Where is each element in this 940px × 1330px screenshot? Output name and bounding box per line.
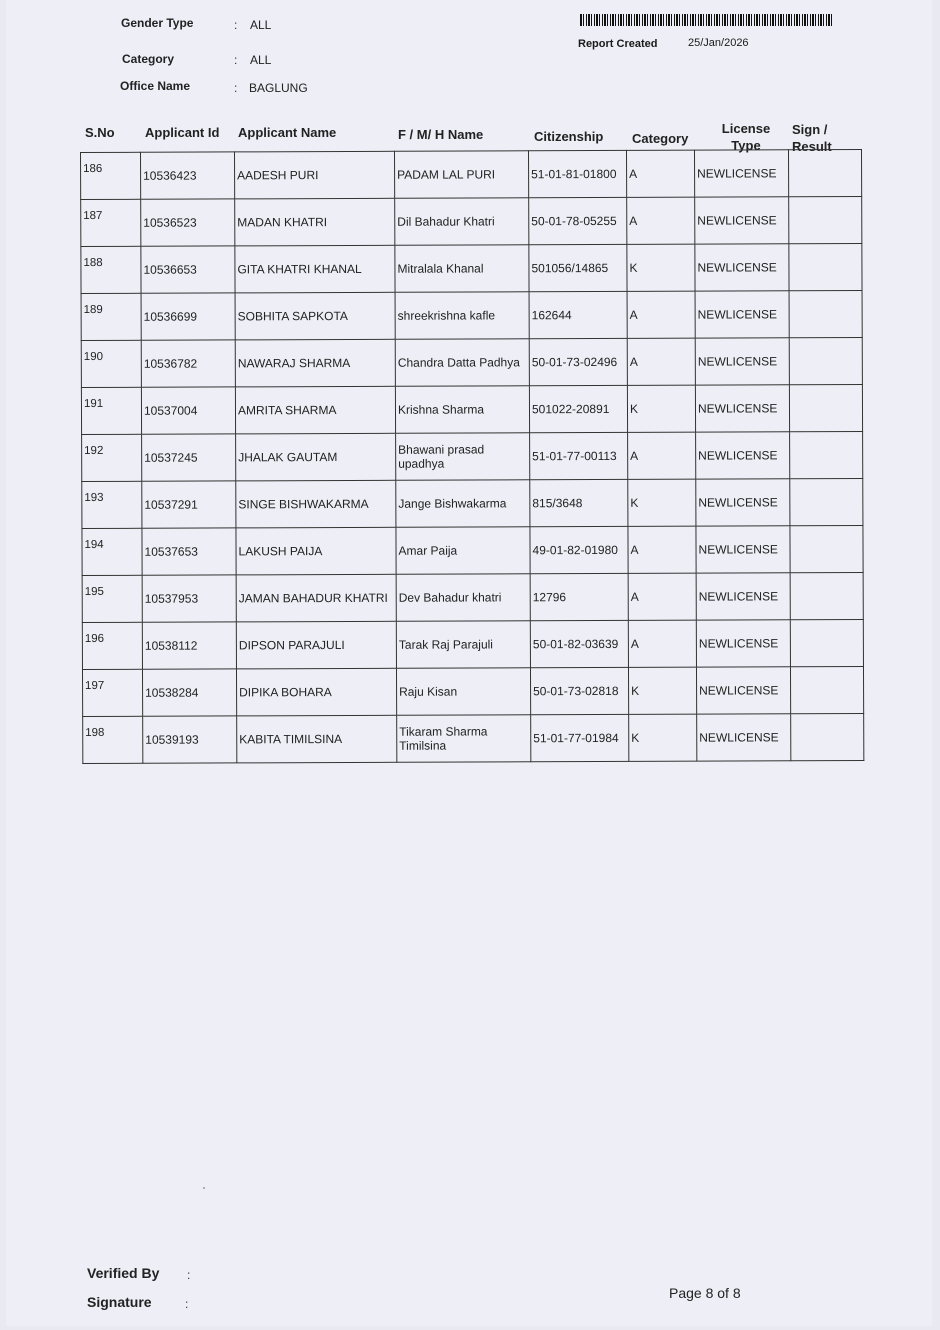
cell-citizenship: 815/3648 [530, 479, 628, 526]
cell-citizenship: 12796 [530, 573, 628, 620]
cell-citizenship: 50-01-73-02496 [529, 338, 627, 385]
table-row [81, 290, 862, 340]
cell-citizenship: 50-01-73-02818 [530, 667, 628, 714]
table-row [82, 431, 863, 481]
cell-citizenship: 162644 [529, 291, 627, 338]
cell-license-type: NEWLICENSE [696, 667, 790, 714]
cell-fmh-name: Raju Kisan [396, 668, 530, 716]
cell-fmh-name: Tikaram Sharma Timilsina [397, 715, 531, 763]
cell-sign-result [789, 337, 862, 384]
cell-sign-result [790, 431, 863, 478]
cell-license-type: NEWLICENSE [695, 244, 789, 291]
table-row [82, 666, 863, 716]
cell-applicant-name: JAMAN BAHADUR KHATRI [236, 574, 396, 622]
cell-fmh-name: Chandra Datta Padhya [395, 339, 529, 387]
cell-applicant-name: NAWARAJ SHARMA [235, 339, 395, 387]
header-sign-line1: Sign / [792, 122, 828, 137]
cell-sign-result [789, 196, 862, 243]
cell-category: K [628, 667, 696, 714]
scan-speck [203, 1187, 205, 1189]
header-sign-line2: Result [792, 139, 832, 154]
cell-applicant-id: 10537291 [142, 481, 236, 528]
cell-sno: 196 [82, 622, 142, 669]
office-name-label: Office Name [120, 79, 191, 93]
cell-category: K [627, 244, 695, 291]
cell-fmh-name: Jange Bishwakarma [396, 480, 530, 528]
cell-license-type: NEWLICENSE [694, 150, 788, 197]
cell-license-type: NEWLICENSE [695, 291, 789, 338]
table-row [81, 149, 862, 199]
cell-sign-result [790, 572, 863, 619]
cell-fmh-name: shreekrishna kafle [395, 292, 529, 340]
cell-category: A [627, 197, 695, 244]
cell-applicant-name: AADESH PURI [235, 151, 395, 199]
signature-colon: : [185, 1297, 189, 1311]
cell-fmh-name: Krishna Sharma [395, 386, 529, 434]
cell-fmh-name: Dev Bahadur khatri [396, 574, 530, 622]
cell-applicant-id: 10536782 [141, 340, 235, 387]
table-row [81, 384, 862, 434]
cell-applicant-name: GITA KHATRI KHANAL [235, 245, 395, 293]
cell-license-type: NEWLICENSE [695, 385, 789, 432]
report-created-date: 25/Jan/2026 [688, 37, 749, 49]
header-license-line2: Type [731, 138, 761, 153]
cell-applicant-name: SOBHITA SAPKOTA [235, 292, 395, 340]
cell-category: A [627, 338, 695, 385]
cell-applicant-id: 10538112 [142, 622, 236, 669]
cell-category: A [626, 150, 694, 197]
table-row [81, 337, 862, 387]
cell-applicant-name: JHALAK GAUTAM [236, 433, 396, 481]
verified-by-colon: : [187, 1268, 191, 1282]
cell-sign-result [788, 149, 861, 196]
cell-fmh-name: Dil Bahadur Khatri [395, 198, 529, 246]
office-name-colon: : [234, 81, 238, 95]
cell-category: A [628, 573, 696, 620]
category-colon: : [234, 53, 238, 67]
cell-applicant-id: 10537245 [142, 434, 236, 481]
office-name-value: BAGLUNG [249, 81, 308, 95]
cell-license-type: NEWLICENSE [695, 338, 789, 385]
table-row [81, 243, 862, 293]
cell-category: A [628, 432, 696, 479]
gender-type-value: ALL [250, 18, 272, 32]
cell-citizenship: 49-01-82-01980 [530, 526, 628, 573]
cell-sign-result [789, 384, 862, 431]
cell-applicant-id: 10536653 [141, 246, 235, 293]
category-label: Category [122, 52, 175, 66]
cell-sno: 197 [82, 669, 142, 716]
cell-category: A [628, 526, 696, 573]
cell-sign-result [789, 243, 862, 290]
header-category: Category [632, 131, 689, 146]
cell-applicant-id: 10537653 [142, 528, 236, 575]
header-applicant-name: Applicant Name [238, 125, 337, 140]
cell-citizenship: 50-01-78-05255 [529, 197, 627, 244]
cell-applicant-id: 10536699 [141, 293, 235, 340]
signature-label: Signature [87, 1294, 152, 1310]
cell-category: K [628, 479, 696, 526]
barcode-icon [580, 14, 832, 26]
cell-fmh-name: Amar Paija [396, 527, 530, 575]
cell-applicant-name: MADAN KHATRI [235, 198, 395, 246]
table-row [82, 478, 863, 528]
cell-fmh-name: Mitralala Khanal [395, 245, 529, 293]
applicant-table-body [81, 149, 864, 763]
cell-applicant-name: AMRITA SHARMA [235, 386, 395, 434]
cell-applicant-name: LAKUSH PAIJA [236, 527, 396, 575]
cell-applicant-id: 10537953 [142, 575, 236, 622]
cell-applicant-name: SINGE BISHWAKARMA [236, 480, 396, 528]
header-sno: S.No [85, 125, 115, 140]
cell-fmh-name: Bhawani prasad upadhya [396, 433, 530, 481]
cell-sno: 190 [81, 340, 141, 387]
cell-sno: 198 [83, 716, 143, 763]
category-value: ALL [250, 53, 272, 67]
cell-applicant-name: DIPSON PARAJULI [236, 621, 396, 669]
cell-fmh-name: PADAM LAL PURI [394, 151, 528, 199]
cell-license-type: NEWLICENSE [696, 526, 790, 573]
cell-sign-result [790, 478, 863, 525]
cell-citizenship: 50-01-82-03639 [530, 620, 628, 667]
cell-sno: 192 [82, 434, 142, 481]
cell-sign-result [790, 619, 863, 666]
cell-category: K [627, 385, 695, 432]
cell-citizenship: 501056/14865 [529, 244, 627, 291]
table-row [82, 619, 863, 669]
cell-license-type: NEWLICENSE [696, 432, 790, 479]
cell-applicant-id: 10537004 [141, 387, 235, 434]
header-citizenship: Citizenship [534, 129, 604, 144]
header-license-line1: License [721, 121, 771, 136]
table-row [81, 196, 862, 246]
cell-applicant-name: DIPIKA BOHARA [236, 668, 396, 716]
cell-sign-result [790, 525, 863, 572]
cell-applicant-id: 10538284 [142, 669, 236, 716]
cell-sno: 194 [82, 528, 142, 575]
table-row [82, 572, 863, 622]
cell-applicant-id: 10536523 [141, 199, 235, 246]
cell-license-type: NEWLICENSE [696, 573, 790, 620]
cell-sno: 186 [81, 152, 141, 199]
table-row [83, 713, 864, 763]
cell-citizenship: 501022-20891 [529, 385, 627, 432]
header-applicant-id: Applicant Id [145, 125, 220, 140]
cell-license-type: NEWLICENSE [696, 479, 790, 526]
header-fmh-name: F / M/ H Name [398, 127, 484, 142]
table-row [82, 525, 863, 575]
cell-sign-result [791, 713, 864, 760]
cell-sno: 195 [82, 575, 142, 622]
cell-citizenship: 51-01-77-00113 [530, 432, 628, 479]
cell-license-type: NEWLICENSE [697, 714, 791, 761]
cell-category: K [629, 714, 697, 761]
cell-applicant-id: 10536423 [141, 152, 235, 199]
gender-type-colon: : [234, 18, 238, 32]
cell-sign-result [790, 666, 863, 713]
verified-by-label: Verified By [87, 1265, 160, 1281]
cell-citizenship: 51-01-81-01800 [528, 150, 626, 197]
cell-license-type: NEWLICENSE [695, 197, 789, 244]
cell-sign-result [789, 290, 862, 337]
report-created-label: Report Created [578, 38, 658, 50]
cell-fmh-name: Tarak Raj Parajuli [396, 621, 530, 669]
cell-sno: 193 [82, 481, 142, 528]
gender-type-label: Gender Type [121, 16, 194, 30]
cell-category: A [628, 620, 696, 667]
cell-license-type: NEWLICENSE [696, 620, 790, 667]
cell-applicant-id: 10539193 [143, 716, 237, 763]
cell-applicant-name: KABITA TIMILSINA [237, 715, 397, 763]
cell-sno: 189 [81, 293, 141, 340]
cell-sno: 187 [81, 199, 141, 246]
cell-sno: 191 [81, 387, 141, 434]
cell-citizenship: 51-01-77-01984 [531, 714, 629, 761]
page-number: Page 8 of 8 [669, 1285, 741, 1301]
cell-sno: 188 [81, 246, 141, 293]
cell-category: A [627, 291, 695, 338]
applicant-table [80, 149, 864, 764]
